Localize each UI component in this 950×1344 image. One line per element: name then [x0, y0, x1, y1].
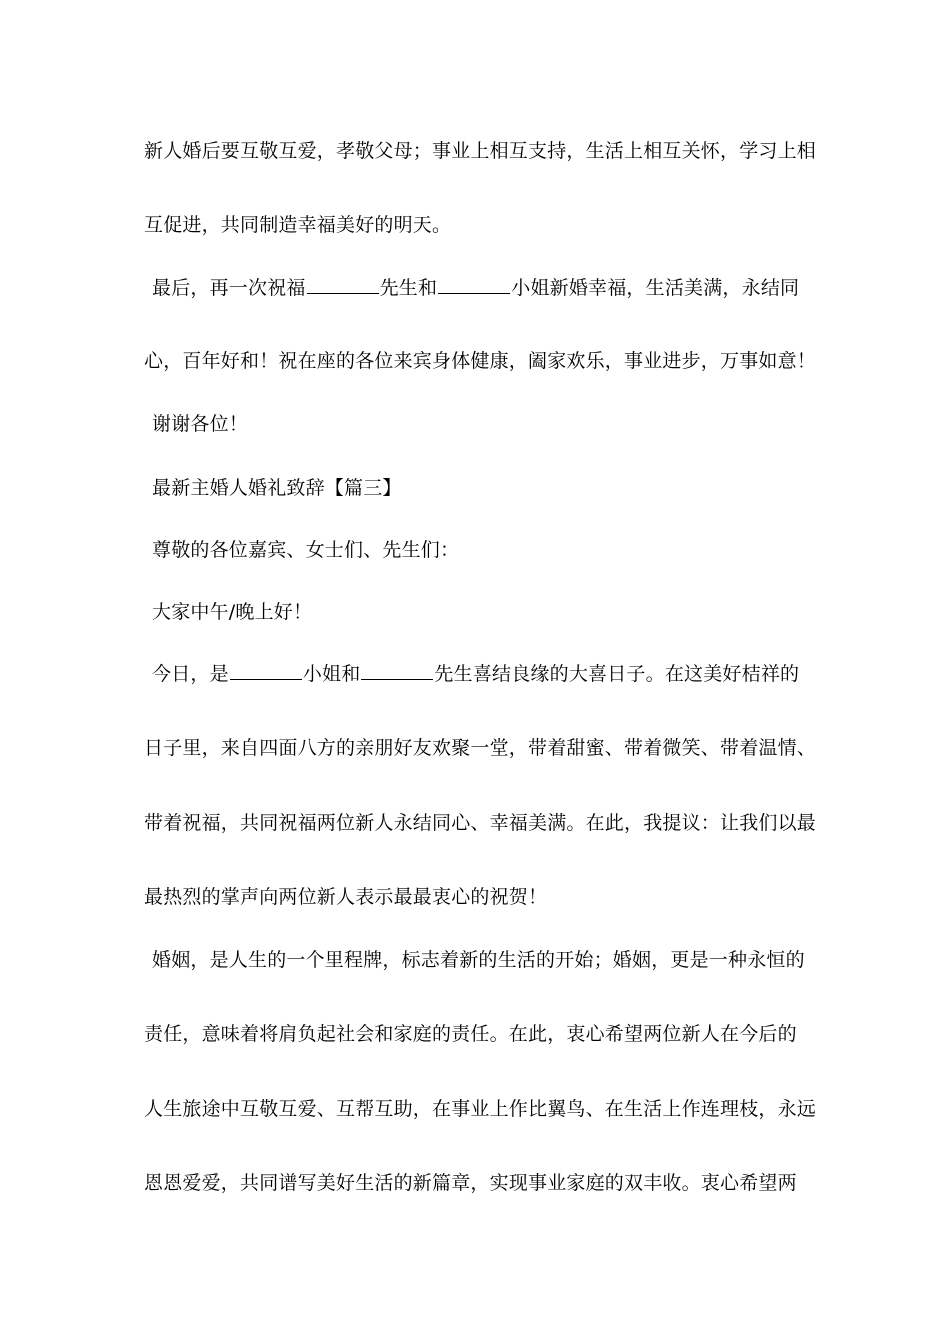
paragraph-line	[144, 736, 824, 760]
paragraph-line	[152, 412, 832, 436]
paragraph-line	[144, 1097, 824, 1121]
text-run: 婚姻，是人生的一个里程牌，标志着新的生活的开始；婚姻，更是一种永恒的	[152, 949, 805, 971]
section-heading	[152, 476, 832, 500]
paragraph-line	[144, 885, 824, 909]
text-run: 最后，再一次祝福	[152, 277, 306, 299]
text-run: 最热烈的掌声向两位新人表示最最衷心的祝贺！	[144, 886, 548, 908]
paragraph-line	[144, 1171, 824, 1195]
text-run: 大家中午/晚上好！	[152, 601, 313, 623]
fill-in-blank	[361, 663, 433, 680]
text-run: 先生喜结良缘的大喜日子。在这美好桔祥的	[434, 663, 800, 685]
text-run: 新人婚后要互敬互爱，孝敬父母；事业上相互支持，生活上相互关怀，学习上相	[144, 140, 817, 162]
text-run: 责任，意味着将肩负起社会和家庭的责任。在此，衷心希望两位新人在今后的	[144, 1023, 797, 1045]
text-run: 小姐和	[302, 663, 361, 685]
paragraph-line	[144, 811, 824, 835]
text-run: 互促进，共同制造幸福美好的明天。	[144, 214, 452, 236]
paragraph-line	[144, 1022, 824, 1046]
paragraph-line	[152, 276, 832, 300]
text-run: 小姐新婚幸福，生活美满，永结同	[511, 277, 800, 299]
text-run: 人生旅途中互敬互爱、互帮互助，在事业上作比翼鸟、在生活上作连理枝，永远	[144, 1098, 817, 1120]
paragraph-line	[144, 213, 824, 237]
fill-in-blank	[438, 277, 510, 294]
paragraph-line	[152, 948, 832, 972]
paragraph-line	[144, 349, 824, 373]
paragraph-line	[152, 662, 832, 686]
heading-text: 最新主婚人婚礼致辞【篇三】	[152, 477, 402, 499]
text-run: 心，百年好和！祝在座的各位来宾身体健康，阖家欢乐，事业进步，万事如意！	[144, 350, 817, 372]
paragraph-line	[152, 600, 832, 624]
paragraph-line	[144, 139, 824, 163]
fill-in-blank	[307, 277, 379, 294]
text-run: 谢谢各位！	[152, 413, 249, 435]
text-run: 尊敬的各位嘉宾、女士们、先生们：	[152, 539, 460, 561]
text-run: 日子里，来自四面八方的亲朋好友欢聚一堂，带着甜蜜、带着微笑、带着温情、	[144, 737, 817, 759]
text-run: 今日，是	[152, 663, 229, 685]
fill-in-blank	[230, 663, 302, 680]
text-run: 恩恩爱爱，共同谱写美好生活的新篇章，实现事业家庭的双丰收。衷心希望两	[144, 1172, 797, 1194]
text-run: 带着祝福，共同祝福两位新人永结同心、幸福美满。在此，我提议：让我们以最	[144, 812, 817, 834]
text-run: 先生和	[379, 277, 438, 299]
paragraph-line	[152, 538, 832, 562]
